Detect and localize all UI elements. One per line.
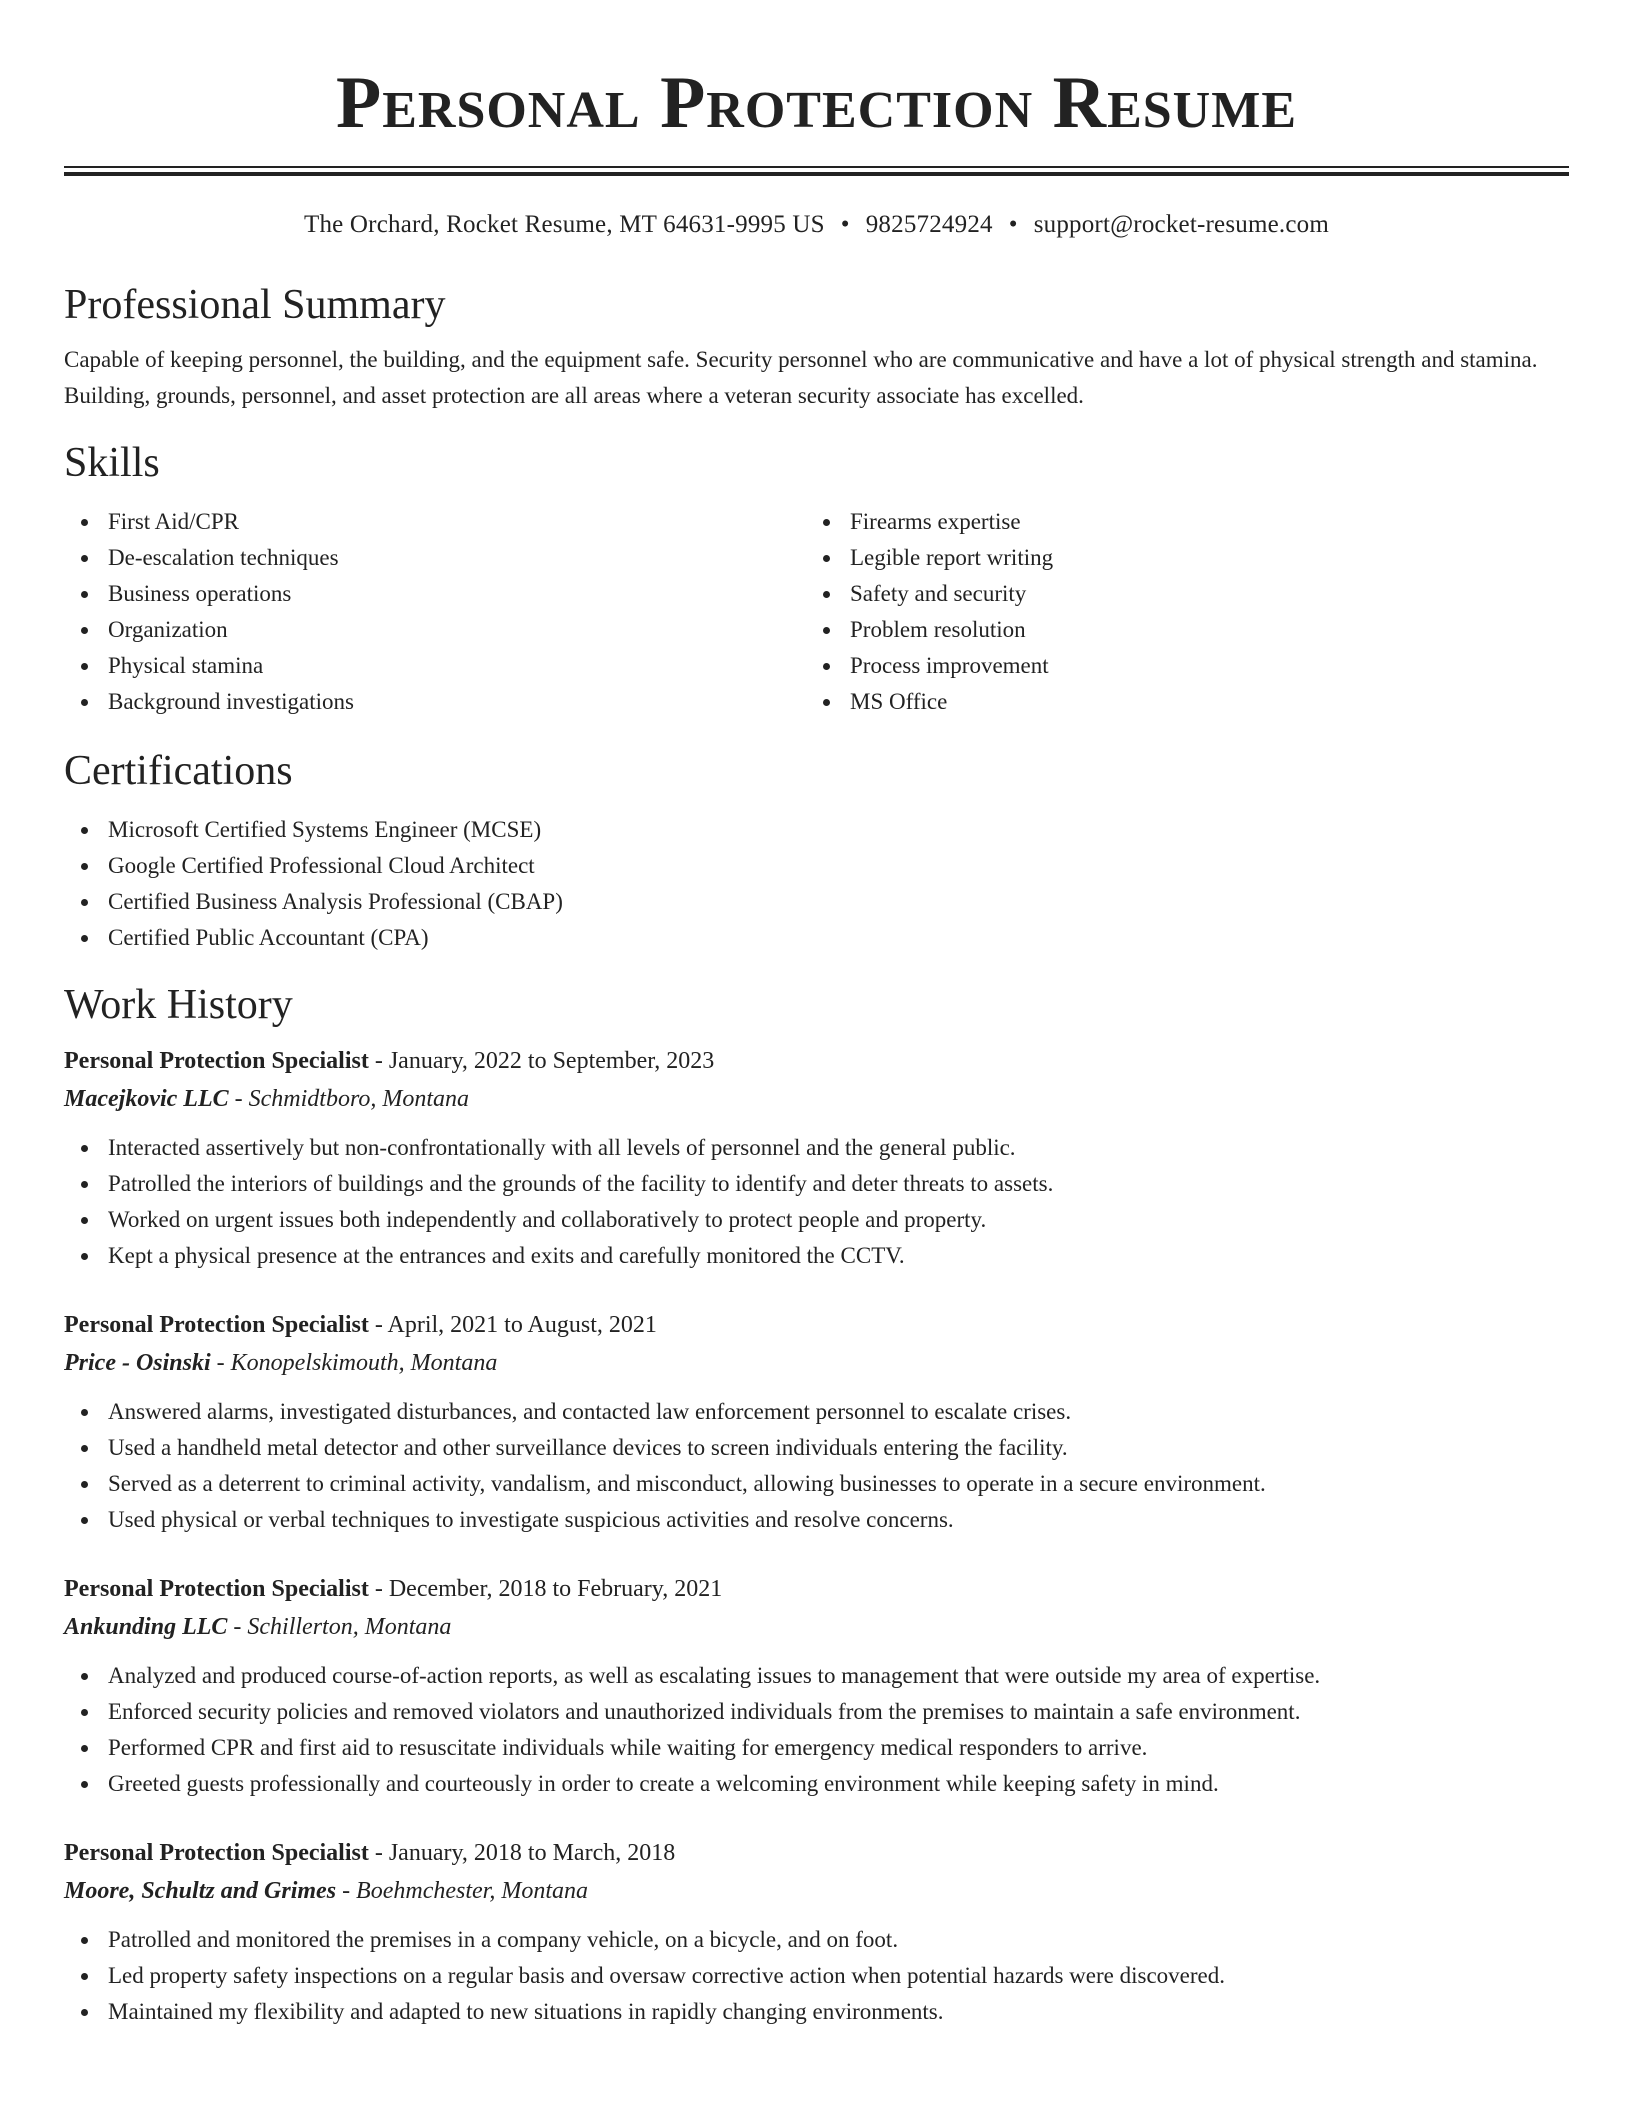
job-duties-list bbox=[64, 1658, 1569, 1802]
skill-item: Problem resolution bbox=[806, 612, 1548, 648]
job-location: - Schmidtboro, Montana bbox=[228, 1086, 470, 1112]
resume-page bbox=[64, 0, 1569, 2030]
contact-email[interactable]: support@rocket-resume.com bbox=[1033, 211, 1329, 238]
job-company: Ankunding LLC bbox=[64, 1614, 228, 1640]
job-duty: Maintained my flexibility and adapted to new situations in rapidly changing environments. bbox=[64, 1994, 1569, 2030]
skill-item: Safety and security bbox=[806, 576, 1548, 612]
summary-text: Capable of keeping personnel, the building, and the equipment safe. Security personnel who are communicative and have a lot of physical strength and stamina. Building, grounds, personnel, and asset protection are all areas where a veteran security associate has excelled. bbox=[64, 347, 1538, 408]
job-dates: - April, 2021 to August, 2021 bbox=[368, 1312, 657, 1338]
job-dates: - January, 2018 to March, 2018 bbox=[368, 1840, 676, 1866]
skills-list-right bbox=[806, 504, 1548, 720]
summary-heading: Professional Summary bbox=[64, 282, 446, 328]
job-entry bbox=[64, 1834, 1569, 2030]
skills-grid bbox=[64, 504, 1569, 720]
job-dates: - December, 2018 to February, 2021 bbox=[368, 1576, 723, 1602]
job-title-line bbox=[64, 1570, 1569, 1608]
skill-item: De-escalation techniques bbox=[64, 540, 806, 576]
skill-item: Organization bbox=[64, 612, 806, 648]
job-company: Price - Osinski bbox=[64, 1350, 211, 1376]
skills-heading: Skills bbox=[64, 440, 160, 486]
job-duty: Patrolled and monitored the premises in a company vehicle, on a bicycle, and on foot. bbox=[64, 1922, 1569, 1958]
job-title: Personal Protection Specialist bbox=[64, 1048, 369, 1074]
job-title: Personal Protection Specialist bbox=[64, 1312, 369, 1338]
job-duty: Performed CPR and first aid to resuscitate individuals while waiting for emergency medical responders to arrive. bbox=[64, 1730, 1569, 1766]
skill-item: First Aid/CPR bbox=[64, 504, 806, 540]
resume-title: Personal Protection Resume bbox=[336, 62, 1297, 144]
skill-item: MS Office bbox=[806, 684, 1548, 720]
contact-separator: • bbox=[840, 211, 850, 238]
job-duty: Patrolled the interiors of buildings and the grounds of the facility to identify and deter threats to assets. bbox=[64, 1166, 1569, 1202]
job-location: - Schillerton, Montana bbox=[227, 1614, 452, 1640]
certification-item: Certified Business Analysis Professional (CBAP) bbox=[64, 884, 1569, 920]
title-divider bbox=[64, 166, 1569, 176]
skill-item: Legible report writing bbox=[806, 540, 1548, 576]
job-entry bbox=[64, 1306, 1569, 1538]
contact-separator: • bbox=[1008, 211, 1018, 238]
job-company-line bbox=[64, 1872, 1569, 1910]
job-duties-list bbox=[64, 1394, 1569, 1538]
skills-column-right bbox=[806, 504, 1548, 720]
certification-item: Google Certified Professional Cloud Architect bbox=[64, 848, 1569, 884]
job-company-line bbox=[64, 1344, 1569, 1382]
job-duties-list bbox=[64, 1922, 1569, 2030]
skills-list-left bbox=[64, 504, 806, 720]
work-history-heading: Work History bbox=[64, 982, 293, 1028]
job-duty: Used physical or verbal techniques to investigate suspicious activities and resolve concerns. bbox=[64, 1502, 1569, 1538]
skills-column-left bbox=[64, 504, 806, 720]
job-title-line bbox=[64, 1306, 1569, 1344]
job-title-line bbox=[64, 1042, 1569, 1080]
job-company: Moore, Schultz and Grimes bbox=[64, 1878, 337, 1904]
certifications-list bbox=[64, 812, 1569, 956]
certifications-heading: Certifications bbox=[64, 748, 293, 794]
job-duty: Used a handheld metal detector and other surveillance devices to screen individuals entering the facility. bbox=[64, 1430, 1569, 1466]
job-entry bbox=[64, 1042, 1569, 1274]
job-location: - Boehmchester, Montana bbox=[336, 1878, 589, 1904]
job-duties-list bbox=[64, 1130, 1569, 1274]
job-title: Personal Protection Specialist bbox=[64, 1840, 369, 1866]
skill-item: Business operations bbox=[64, 576, 806, 612]
job-duty: Interacted assertively but non-confrontationally with all levels of personnel and the general public. bbox=[64, 1130, 1569, 1166]
job-company: Macejkovic LLC bbox=[64, 1086, 229, 1112]
contact-line bbox=[64, 210, 1569, 240]
job-dates: - January, 2022 to September, 2023 bbox=[368, 1048, 715, 1074]
job-title: Personal Protection Specialist bbox=[64, 1576, 369, 1602]
job-company-line bbox=[64, 1608, 1569, 1646]
contact-phone: 9825724924 bbox=[865, 211, 993, 238]
job-location: - Konopelskimouth, Montana bbox=[210, 1350, 498, 1376]
skill-item: Background investigations bbox=[64, 684, 806, 720]
contact-address: The Orchard, Rocket Resume, MT 64631-9995 US bbox=[304, 211, 825, 238]
job-duty: Answered alarms, investigated disturbances, and contacted law enforcement personnel to escalate crises. bbox=[64, 1394, 1569, 1430]
certification-item: Certified Public Accountant (CPA) bbox=[64, 920, 1569, 956]
job-duty: Worked on urgent issues both independently and collaboratively to protect people and property. bbox=[64, 1202, 1569, 1238]
job-duty: Greeted guests professionally and courteously in order to create a welcoming environment while keeping safety in mind. bbox=[64, 1766, 1569, 1802]
skill-item: Process improvement bbox=[806, 648, 1548, 684]
skill-item: Firearms expertise bbox=[806, 504, 1548, 540]
job-company-line bbox=[64, 1080, 1569, 1118]
job-duty: Led property safety inspections on a regular basis and oversaw corrective action when potential hazards were discovered. bbox=[64, 1958, 1569, 1994]
job-duty: Analyzed and produced course-of-action reports, as well as escalating issues to management that were outside my area of expertise. bbox=[64, 1658, 1569, 1694]
job-title-line bbox=[64, 1834, 1569, 1872]
certification-item: Microsoft Certified Systems Engineer (MCSE) bbox=[64, 812, 1569, 848]
job-entry bbox=[64, 1570, 1569, 1802]
job-duty: Enforced security policies and removed violators and unauthorized individuals from the premises to maintain a safe environment. bbox=[64, 1694, 1569, 1730]
skill-item: Physical stamina bbox=[64, 648, 806, 684]
job-duty: Kept a physical presence at the entrances and exits and carefully monitored the CCTV. bbox=[64, 1238, 1569, 1274]
job-duty: Served as a deterrent to criminal activity, vandalism, and misconduct, allowing businesses to operate in a secure environment. bbox=[64, 1466, 1569, 1502]
